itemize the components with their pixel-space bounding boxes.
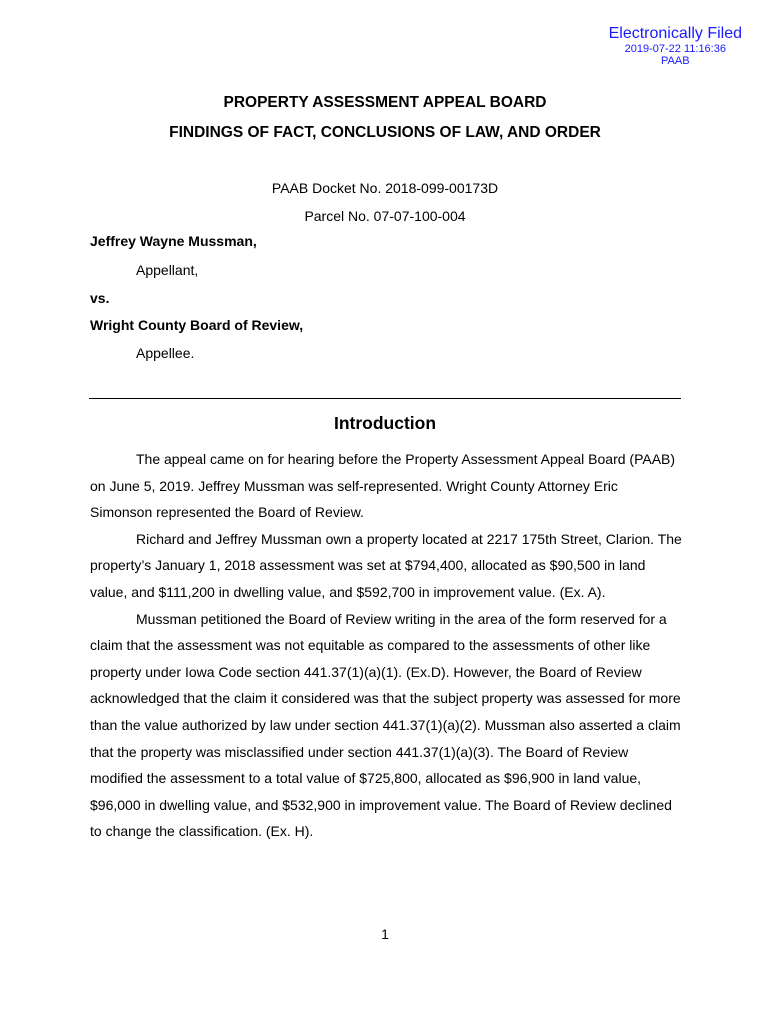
appellee-name: Wright County Board of Review, (90, 317, 304, 333)
document-title: PROPERTY ASSESSMENT APPEAL BOARD (223, 94, 547, 111)
docket-number: PAAB Docket No. 2018-099-00173D (271, 180, 499, 196)
appellant-name: Jeffrey Wayne Mussman, (90, 233, 257, 249)
paragraph: The appeal came on for hearing before the Property Assessment Appeal Board (PAAB) on June 5, 2019. Jeffrey Mussman was self-represented. Wright County Attorney Eric Simonson represented the Board of Review. (90, 451, 676, 521)
page-number: 1 (381, 926, 389, 942)
versus-label: vs. (90, 290, 110, 306)
document-subtitle: FINDINGS OF FACT, CONCLUSIONS OF LAW, AND ORDER (169, 124, 601, 141)
paragraph: Mussman petitioned the Board of Review writing in the area of the form reserved for a claim that the assessment was not equitable as compared to the assessments of other like property under Iowa Code section 441.37(1)(a)(1). (Ex.D). However, the Board of Review acknowledged that the claim it considered was that the subject property was assessed for more than the value authorized by law under section 441.37(1)(a)(2). Mussman also asserted a claim that the property was misclassified under section 441.37(1)(a)(3). The Board of Review modified the assessment to a total value of $725,800, allocated as $96,900 in land value, $96,000 in dwelling value, and $532,900 in improvement value. The Board of Review declined to change the classification. (Ex. H). (90, 610, 681, 840)
appellant-role: Appellant, (136, 262, 199, 278)
stamp-datetime: 2019-07-22 11:16:36 (624, 43, 726, 55)
section-heading: Introduction (333, 413, 437, 433)
electronic-filing-stamp (609, 24, 742, 67)
parcel-number: Parcel No. 07-07-100-004 (304, 208, 466, 224)
horizontal-divider (89, 398, 681, 399)
stamp-agency: PAAB (661, 55, 690, 67)
body-text (90, 446, 682, 845)
appellee-role: Appellee. (136, 345, 195, 361)
paragraph: Richard and Jeffrey Mussman own a property located at 2217 175th Street, Clarion. The property’s January 1, 2018 assessment was set at $794,400, allocated as $90,500 in land value, and $111,200 in dwelling value, and $592,700 in improvement value. (Ex. A). (90, 530, 682, 600)
stamp-title: Electronically Filed (608, 25, 742, 42)
